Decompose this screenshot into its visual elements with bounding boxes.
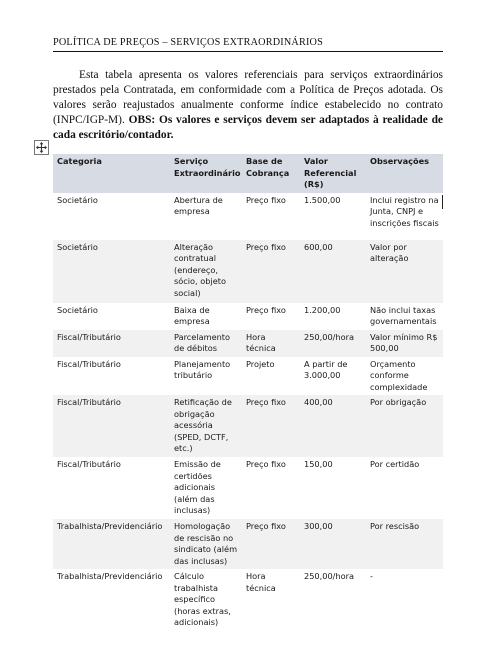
cell-base: Hora técnica: [242, 569, 300, 631]
cell-base: Projeto: [242, 357, 300, 396]
table-row: [53, 519, 443, 569]
cell-servico: Retificação de obrigação acessória (SPED, DCTF, etc.): [170, 395, 242, 457]
cell-observacoes: Por certidão: [366, 457, 443, 519]
cell-servico: Cálculo trabalhista específico (horas extras, adicionais): [170, 569, 242, 631]
cell-valor: 600,00: [300, 240, 366, 303]
cell-base: Preço fixo: [242, 395, 300, 457]
table-move-handle-icon[interactable]: [34, 140, 49, 155]
cell-categoria: Fiscal/Tributário: [53, 395, 170, 457]
cell-categoria: Trabalhista/Previdenciário: [53, 519, 170, 569]
cell-servico: Parcelamento de débitos: [170, 330, 242, 357]
cell-servico: Alteração contratual (endereço, sócio, objeto social): [170, 240, 242, 303]
cell-valor: 250,00/hora: [300, 569, 366, 631]
cell-categoria: Fiscal/Tributário: [53, 330, 170, 357]
cell-base: Preço fixo: [242, 457, 300, 519]
intro-paragraph: [53, 68, 443, 143]
table-row: [53, 330, 443, 357]
cell-observacoes: Inclui registro na Junta, CNPJ e inscrições fiscais: [366, 193, 443, 240]
table-row: [53, 357, 443, 396]
cell-observacoes: Por rescisão: [366, 519, 443, 569]
cell-categoria: Societário: [53, 303, 170, 330]
header-valor: Valor Referencial (R$): [300, 154, 366, 193]
cell-base: Preço fixo: [242, 193, 300, 240]
cell-categoria: Trabalhista/Previdenciário: [53, 569, 170, 631]
header-observacoes: Observações: [366, 154, 443, 193]
cell-servico: Homologação de rescisão no sindicato (além das inclusas): [170, 519, 242, 569]
table-row: [53, 240, 443, 303]
cell-base: Preço fixo: [242, 240, 300, 303]
cell-observacoes: Valor por alteração: [366, 240, 443, 303]
table-row: [53, 193, 443, 240]
cell-base: Preço fixo: [242, 519, 300, 569]
cell-categoria: Fiscal/Tributário: [53, 457, 170, 519]
cell-base: Preço fixo: [242, 303, 300, 330]
document-heading: POLÍTICA DE PREÇOS – SERVIÇOS EXTRAORDINÁRIOS: [53, 37, 443, 52]
cell-valor: A partir de 3.000,00: [300, 357, 366, 396]
cell-observacoes: Valor mínimo R$ 500,00: [366, 330, 443, 357]
cell-valor: 250,00/hora: [300, 330, 366, 357]
table-row: [53, 457, 443, 519]
cell-servico: Baixa de empresa: [170, 303, 242, 330]
cell-servico: Planejamento tributário: [170, 357, 242, 396]
cell-valor: 150,00: [300, 457, 366, 519]
header-base: Base de Cobrança: [242, 154, 300, 193]
cell-servico: Emissão de certidões adicionais (além das inclusas): [170, 457, 242, 519]
cell-valor: 300,00: [300, 519, 366, 569]
cell-observacoes: Orçamento conforme complexidade: [366, 357, 443, 396]
table-row: [53, 303, 443, 330]
cell-observacoes: -: [366, 569, 443, 631]
table-row: [53, 569, 443, 631]
cell-valor: 400,00: [300, 395, 366, 457]
cell-categoria: Fiscal/Tributário: [53, 357, 170, 396]
table-header-row: [53, 154, 443, 193]
cell-categoria: Societário: [53, 193, 170, 240]
intro-text: Esta tabela apresenta os valores referenciais para serviços extraordinários prestados pela Contratada, em conformidade com a Política de Preços adotada. Os valores serão reajustados anualmente conforme índice estabelecido no contrato (INPC/IGP-M).: [53, 69, 443, 127]
services-price-table: [53, 154, 443, 631]
header-servico: Serviço Extraordinário: [170, 154, 242, 193]
four-way-arrow-icon: [35, 141, 48, 154]
cell-observacoes: Por obrigação: [366, 395, 443, 457]
header-categoria: Categoria: [53, 154, 170, 193]
cell-categoria: Societário: [53, 240, 170, 303]
cell-valor: 1.200,00: [300, 303, 366, 330]
cell-servico: Abertura de empresa: [170, 193, 242, 240]
text-cursor: [442, 195, 443, 209]
cell-observacoes: Não inclui taxas governamentais: [366, 303, 443, 330]
table-row: [53, 395, 443, 457]
cell-valor: 1.500,00: [300, 193, 366, 240]
intro-obs-note: OBS: Os valores e serviços devem ser adaptados à realidade de cada escritório/contador.: [53, 114, 443, 142]
cell-base: Hora técnica: [242, 330, 300, 357]
